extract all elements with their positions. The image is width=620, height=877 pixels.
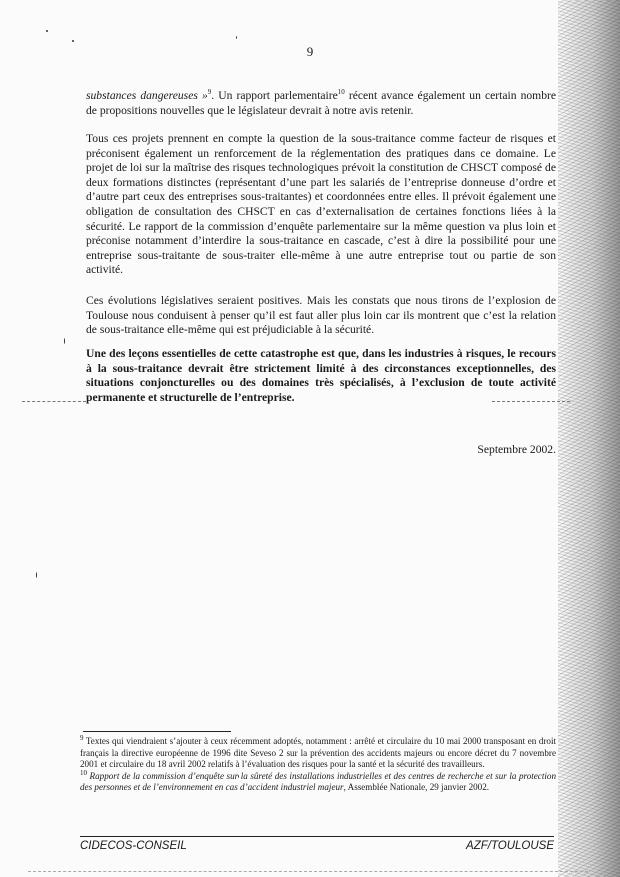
footnote-10: [80, 768, 556, 794]
text-run: Textes qui viendraient s’ajouter à ceux récemment adoptés, notamment : arrêté et circulaire du 10 mai 2000 transposant en droit français la directive européenne de 1996 dite Seveso 2 sur la prévention des accidents majeurs ou encore décret du 7 novembre 2001 et circulaire du 18 avril 2002 relatifs à l’évaluation des risques pour la santé et la sécurité des travailleurs.: [80, 736, 556, 770]
text-run: Tous ces projets prennent en compte la question de la sous-traitance comme facteur de risques et préconisent également un renforcement de la réglementation des pratiques dans ce domaine. Le projet de loi sur la maîtrise des risques technologiques prévoit la constitution de CHSCT composé de deux formations distinctes (représentant d’une part les salariés de l’entreprise donneuse d’ordre et d’autre part ceux des entreprises sous-traitantes) et coordonnées entre elles. Il prévoit également une obligation de consultation des CHSCT en cas d’externalisation de certaines fonctions liées à la sécurité. Le rapport de la commission d’enquête parlementaire sur la même question va plus loin et préconise notamment d’interdire la sous-traitance en cascade, c’est à dire la possibilité pour une entreprise sous-traitante de sous-traiter elle-même à une autre entreprise tout ou partie de son activité.: [86, 132, 556, 277]
text-run: Une des leçons essentielles de cette catastrophe est que, dans les industries à risques, le recours à la sous-traitance devrait être strictement limité à des circonstances exceptionnelles, des situations conjoncturelles ou des domaines très spécialisés, à l’exclusion de toute activité permanente et structurelle de l’entreprise.: [86, 347, 556, 404]
text-run: , Assemblée Nationale, 29 janvier 2002.: [343, 782, 490, 793]
footnote-9: [80, 733, 556, 771]
footnote-ref: 10: [80, 768, 87, 777]
paragraph-projects: [86, 132, 556, 278]
scan-speck: [64, 338, 65, 344]
footnote-ref: 9: [207, 88, 212, 97]
scan-artifact-dash: [28, 871, 588, 872]
footnote-ref: 9: [80, 733, 84, 742]
scan-speck: [72, 40, 74, 42]
paragraph-conclusion: [86, 347, 556, 405]
text-run: . Un rapport parlementaire: [211, 89, 338, 102]
text-run: récent avance également un certain nombre de propositions nouvelles que le législateur devrait à notre avis retenir.: [86, 89, 557, 117]
footer-left-label: CIDECOS-CONSEIL: [80, 840, 187, 852]
paragraph-intro: [86, 89, 556, 118]
text-run: substances dangereuses »: [86, 89, 208, 102]
scan-shadow-edge: [558, 0, 620, 877]
date-line: Septembre 2002.: [477, 443, 556, 456]
text-run: Rapport de la commission d’enquête sur la sûreté des installations industrielles et des centres de recherche et sur la protection des personnes et de l’environnement en cas d’accident industriel majeur: [80, 770, 556, 793]
page-number: 9: [306, 44, 314, 59]
text-run: Ces évolutions législatives seraient positives. Mais les constats que nous tirons de l’explosion de Toulouse nous conduisent à penser qu’il est faut aller plus loin car ils montrent que c’est la relation de sous-traitance elle-même qui est préjudiciable à la sécurité.: [86, 294, 556, 337]
footer-separator: [80, 836, 554, 837]
scan-speck: [236, 36, 237, 39]
footnote-separator: [83, 731, 231, 732]
scan-artifact-dash: [22, 401, 86, 402]
footnotes: [80, 733, 556, 794]
scan-speck: [46, 30, 48, 32]
footnote-ref: 10: [337, 88, 345, 97]
paragraph-evolutions: [86, 294, 556, 338]
footer-right-label: AZF/TOULOUSE: [466, 840, 554, 852]
scan-speck: [36, 572, 37, 578]
